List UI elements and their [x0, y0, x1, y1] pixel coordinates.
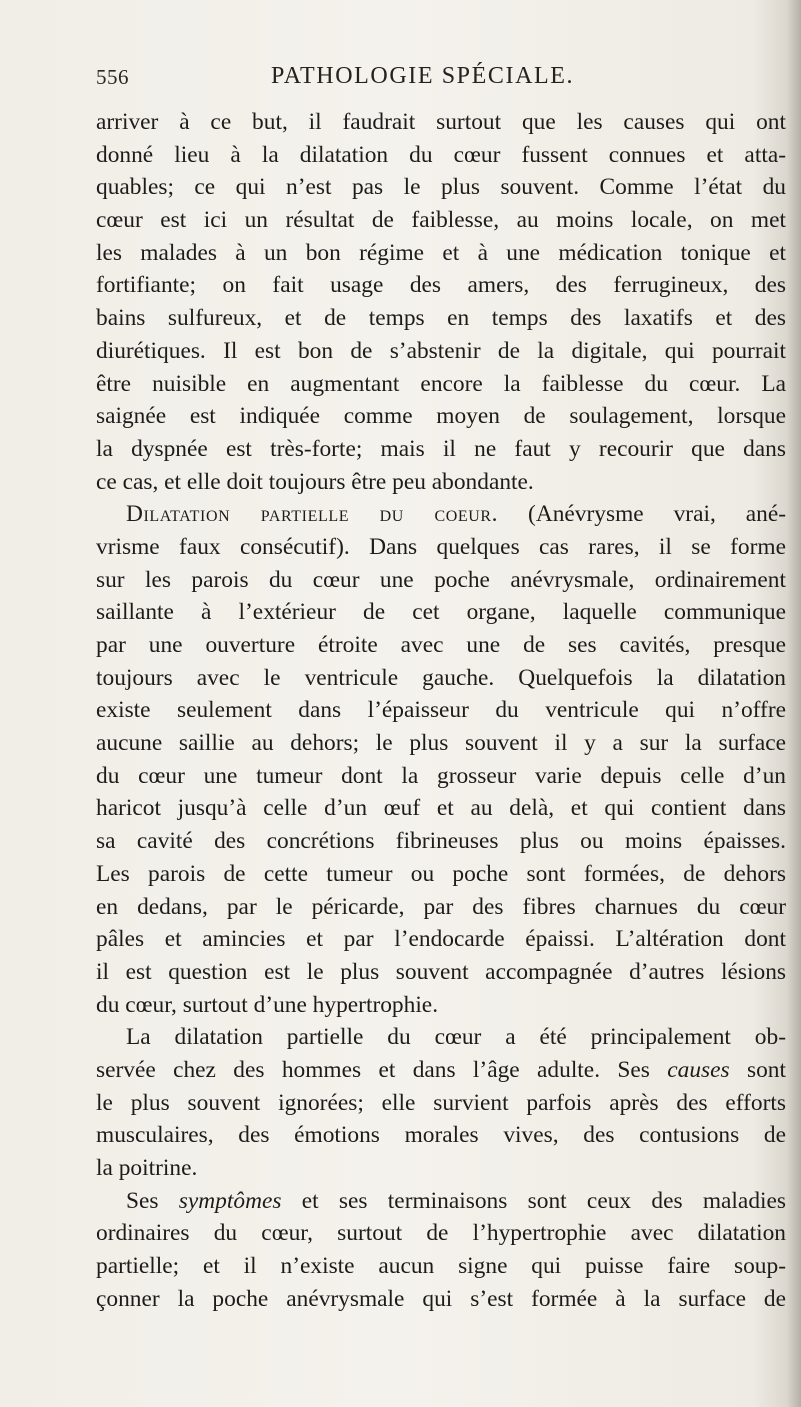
text-span: servée chez des hommes et dans l’âge adulte. Ses — [96, 1056, 668, 1083]
text-line: musculaires, des émotions morales vives, des contusions de — [96, 1122, 786, 1149]
section-heading: Dilatation partielle du coeur. — [126, 501, 499, 528]
text-line: fortifiante; on fait usage des amers, des ferrugineux, des — [96, 272, 786, 299]
body-text — [96, 106, 786, 1315]
section-heading-line — [96, 498, 786, 531]
text-line: du cœur, surtout d’une hypertrophie. — [96, 991, 439, 1018]
text-line: haricot jusqu’à celle d’un œuf et au delà, et qui contient dans — [96, 795, 786, 822]
section-heading-rest: (Anévrysme vrai, ané- — [498, 501, 786, 528]
text-line: donné lieu à la dilatation du cœur fussent connues et atta- — [96, 141, 786, 168]
italic-term-symptomes: symptômes — [178, 1187, 282, 1214]
text-line: vrisme faux consécutif). Dans quelques cas rares, il se forme — [96, 533, 786, 560]
text-line: existe seulement dans l’épaisseur du ventricule qui n’offre — [96, 697, 786, 724]
running-head: PATHOLOGIE SPÉCIALE. — [271, 63, 575, 89]
text-line: ordinaires du cœur, surtout de l’hypertrophie avec dilatation — [96, 1220, 786, 1247]
page-header — [96, 63, 716, 93]
text-line: quables; ce qui n’est pas le plus souvent. Comme l’état du — [96, 174, 786, 201]
text-line: la poitrine. — [96, 1155, 198, 1181]
text-line: par une ouverture étroite avec une de ses cavités, presque — [96, 632, 786, 658]
text-span: Ses — [126, 1187, 179, 1214]
text-line: il est question est le plus souvent accompagnée d’autres lésions — [96, 958, 786, 985]
text-line: la dyspnée est très-forte; mais il ne faut y recourir que dans — [96, 435, 786, 462]
text-line: en dedans, par le péricarde, par des fibres charnues du cœur — [96, 893, 786, 920]
text-line: ce cas, et elle doit toujours être peu abondante. — [96, 468, 534, 495]
text-line: du cœur une tumeur dont la grosseur varie depuis celle d’un — [96, 762, 786, 789]
text-line: La dilatation partielle du cœur a été principalement ob- — [126, 1024, 786, 1051]
text-line: sa cavité des concrétions fibrineuses plus ou moins épaisses. — [96, 828, 786, 855]
text-line: le plus souvent ignorées; elle survient parfois après des efforts — [96, 1089, 786, 1116]
text-line: être nuisible en augmentant encore la faiblesse du cœur. La — [96, 370, 786, 397]
text-line: sur les parois du cœur une poche anévrysmale, ordinairement — [96, 566, 786, 593]
page-edge-shadow — [787, 0, 801, 1407]
text-span: sont — [729, 1056, 786, 1083]
text-span: et ses terminaisons sont ceux des maladies — [281, 1187, 786, 1214]
text-line: pâles et amincies et par l’endocarde épaissi. L’altération dont — [96, 926, 786, 953]
text-line: toujours avec le ventricule gauche. Quelquefois la dilatation — [96, 664, 786, 691]
text-line: arriver à ce but, il faudrait surtout que les causes qui ont — [96, 109, 786, 135]
italic-term-causes: causes — [667, 1056, 730, 1083]
text-line: cœur est ici un résultat de faiblesse, au moins locale, on met — [96, 207, 786, 234]
text-line: les malades à un bon régime et à une médication tonique et — [96, 239, 786, 266]
text-line: diurétiques. Il est bon de s’abstenir de la digitale, qui pourrait — [96, 337, 786, 364]
text-line — [96, 1185, 786, 1218]
text-line: saignée est indiquée comme moyen de soulagement, lorsque — [96, 403, 786, 430]
text-line: çonner la poche anévrysmale qui s’est formée à la surface de — [96, 1285, 786, 1312]
text-line: aucune saillie au dehors; le plus souvent il y a sur la surface — [96, 730, 786, 757]
text-line: saillante à l’extérieur de cet organe, laquelle communique — [96, 599, 786, 626]
text-line: Les parois de cette tumeur ou poche sont formées, de dehors — [96, 860, 786, 887]
text-line: partielle; et il n’existe aucun signe qui puisse faire soup- — [96, 1253, 786, 1280]
text-line: bains sulfureux, et de temps en temps des laxatifs et des — [96, 305, 786, 332]
text-line — [96, 1054, 786, 1087]
page-number: 556 — [96, 65, 129, 89]
